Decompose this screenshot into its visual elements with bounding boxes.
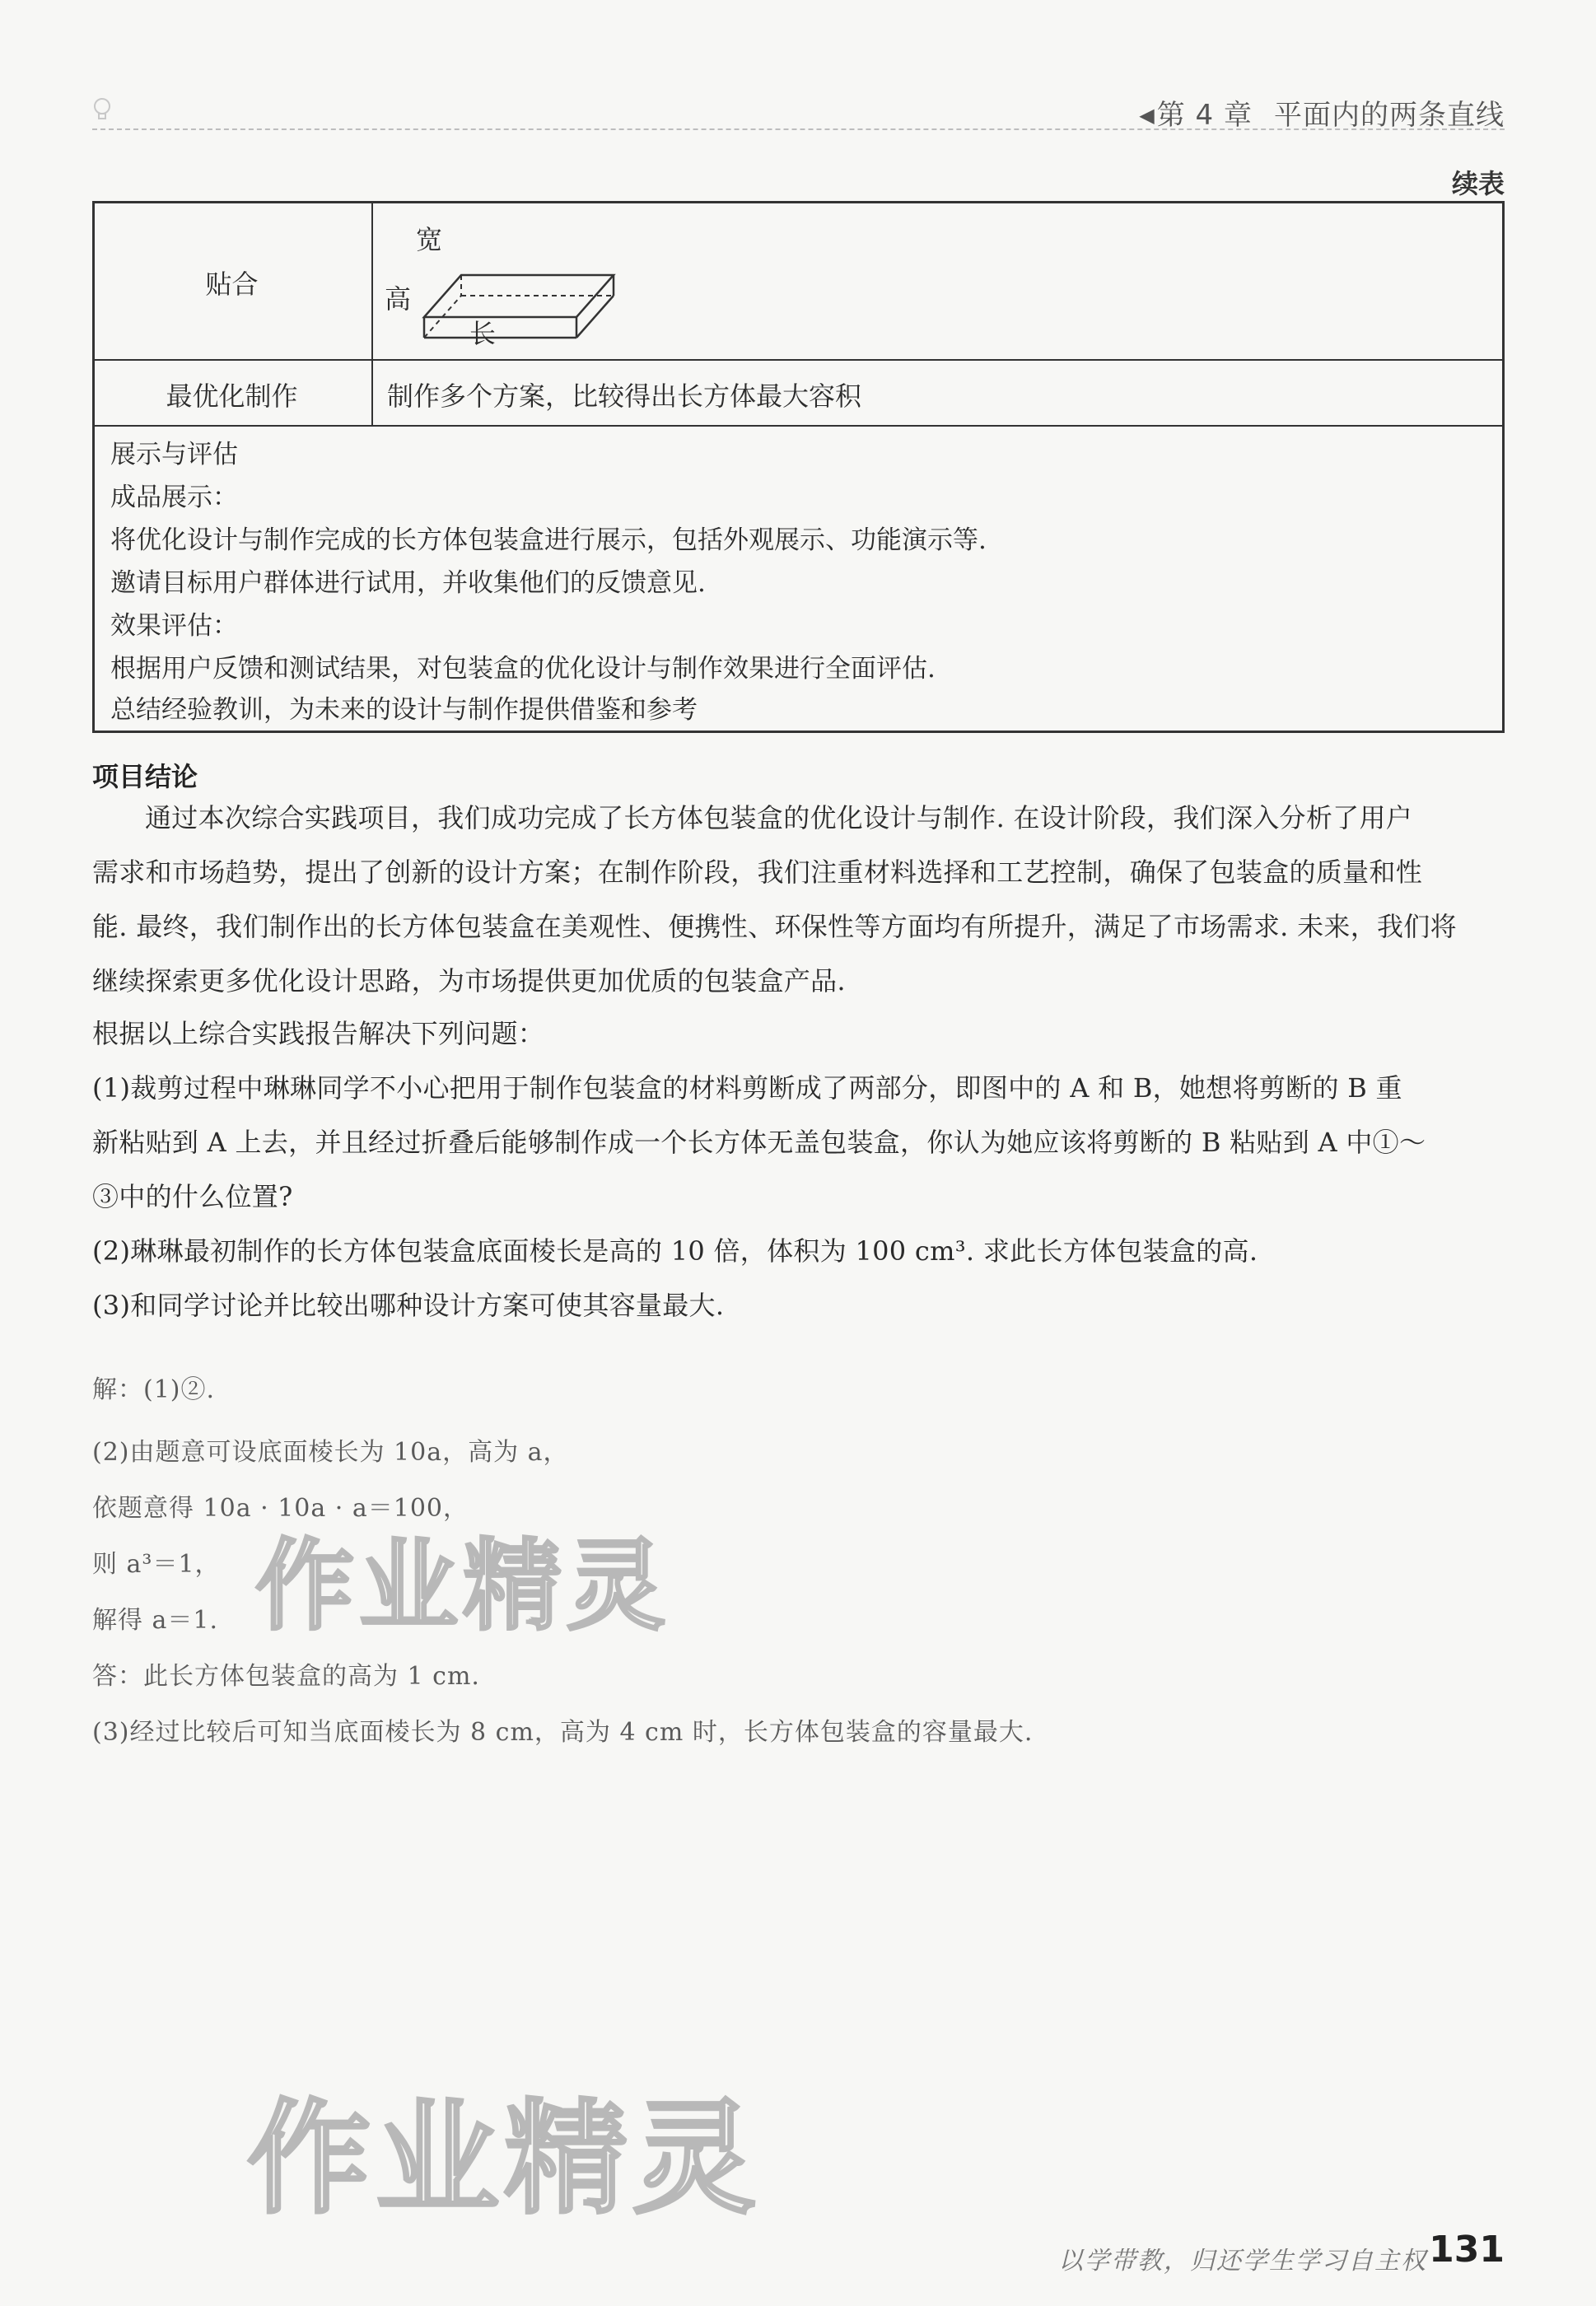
chapter-number: 第 4 章 [1156,99,1253,132]
footer-slogan: 以学带教，归还学生学习自主权 [1058,2247,1427,2276]
questions-intro: 根据以上综合实践报告解决下列问题： [92,1018,545,1049]
continued-label: 续表 [1451,168,1505,199]
lightbulb-icon [92,97,112,122]
conclusion-line: 通过本次综合实践项目，我们成功完成了长方体包装盒的优化设计与制作. 在设计阶段，我们深入分析了用户 [145,802,1413,833]
section-title: 项目结论 [92,761,198,792]
showcase-line: 邀请目标用户群体进行试用，并收集他们的反馈意见. [110,568,706,598]
chapter-header [1139,92,1505,133]
showcase-line: 根据用户反馈和测试结果，对包装盒的优化设计与制作效果进行全面评估. [110,654,936,684]
page-number: 131 [1429,2229,1505,2271]
question-3: (3)和同学讨论并比较出哪种设计方案可使其容量最大. [92,1290,725,1321]
conclusion-line: 继续探索更多优化设计思路，为市场提供更加优质的包装盒产品. [92,965,846,997]
chapter-title: 平面内的两条直线 [1274,99,1505,132]
answer-line: 则 a³＝1， [92,1550,221,1579]
question-1-line: (1)裁剪过程中琳琳同学不小心把用于制作包装盒的材料剪断成了两部分，即图中的 A 和 B，她想将剪断的 B 重 [92,1072,1402,1104]
triangle-left-icon: ◀ [1139,104,1155,127]
box-width-label: 宽 [416,224,443,255]
showcase-line: 总结经验教训，为未来的设计与制作提供借鉴和参考 [110,695,698,725]
answer-line: (2)由题意可设底面棱长为 10a，高为 a， [92,1438,569,1467]
question-2: (2)琳琳最初制作的长方体包装盒底面棱长是高的 10 倍，体积为 100 cm³. 求此长方体包装盒的高. [92,1235,1258,1267]
question-1-line: ③中的什么位置? [92,1181,293,1212]
answer-line: (3)经过比较后可知当底面棱长为 8 cm，高为 4 cm 时，长方体包装盒的容量最大. [92,1718,1034,1747]
answer-line: 解：(1)②. [92,1375,216,1404]
table-row-divider [92,359,1505,361]
answer-line: 答：此长方体包装盒的高为 1 cm. [92,1662,480,1691]
answer-line: 解得 a＝1. [92,1606,219,1635]
question-1-line: 新粘贴到 A 上去，并且经过折叠后能够制作成一个长方体无盖包装盒，你认为她应该将剪断的 B 粘贴到 A 中①～ [92,1127,1426,1158]
header-divider [92,128,1505,130]
row-content-optimize: 制作多个方案，比较得出长方体最大容积 [387,380,862,412]
watermark: 作业精灵 [247,2088,762,2231]
box-length-label: 长 [469,318,497,349]
row-label-fit: 贴合 [205,268,259,300]
showcase-line: 效果评估： [110,611,238,641]
showcase-line: 成品展示： [110,483,238,512]
row-label-optimize: 最优化制作 [166,380,298,412]
conclusion-line: 需求和市场趋势，提出了创新的设计方案；在制作阶段，我们注重材料选择和工艺控制，确保了包装盒的质量和性 [92,857,1423,888]
table-column-divider [371,201,373,425]
showcase-line: 将优化设计与制作完成的长方体包装盒进行展示，包括外观展示、功能演示等. [110,525,987,555]
table-row-divider [92,425,1505,427]
answer-line: 依题意得 10a · 10a · a＝100， [92,1494,469,1523]
watermark: 作业精灵 [255,1529,670,1644]
showcase-line: 展示与评估 [110,440,238,469]
box-height-label: 高 [385,283,412,315]
conclusion-line: 能. 最终，我们制作出的长方体包装盒在美观性、便携性、环保性等方面均有所提升，满足了市场需求. 未来，我们将 [92,911,1457,942]
